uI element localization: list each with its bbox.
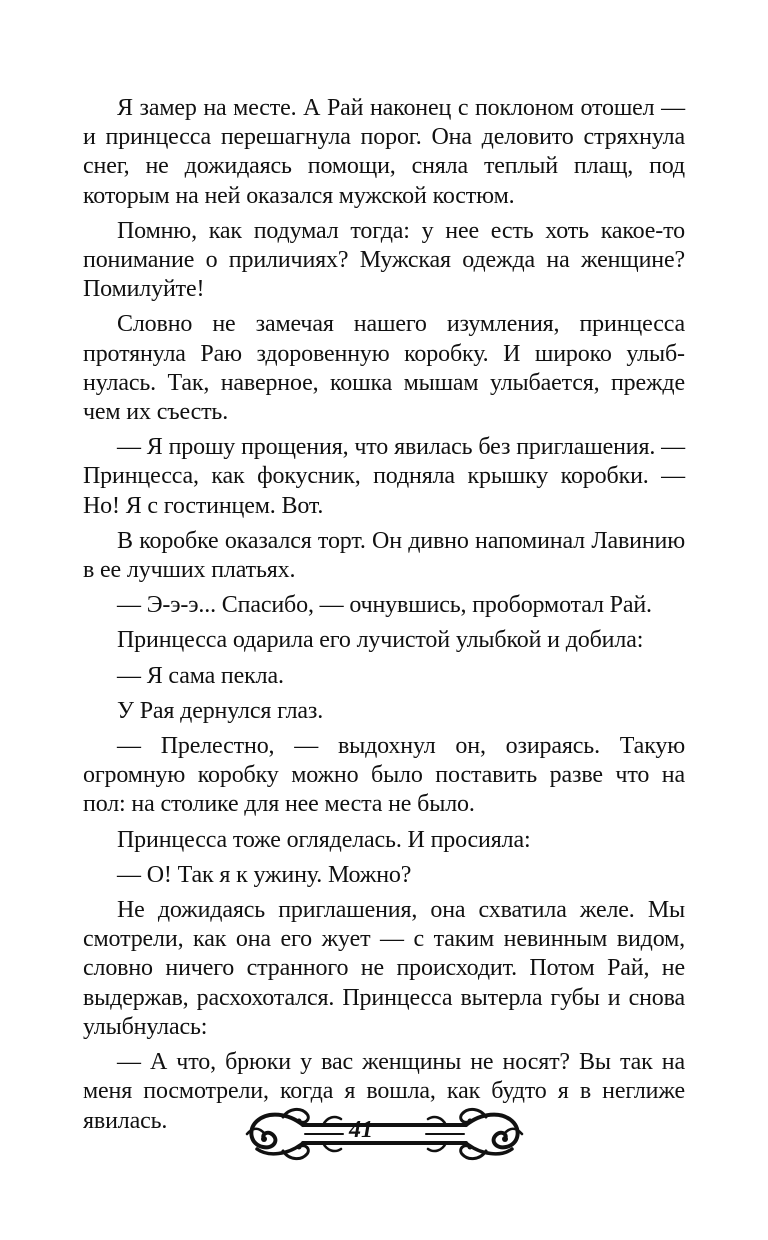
scroll-ornament-icon bbox=[243, 1103, 526, 1165]
paragraph-12: — О! Так я к ужину. Можно? bbox=[117, 861, 412, 888]
paragraph-2: Помню, как подумал тогда: у нее есть хоть какое-то понимание о приличиях? Мужская одежда на женщине? Помилуйте! bbox=[83, 217, 685, 303]
paragraph-10: — Прелестно, — выдохнул он, озираясь. Такую огромную коробку можно было поставить разве что на пол: на столике для нее места не было. bbox=[83, 733, 685, 818]
paragraph-7: Принцесса одарила его лучистой улыбкой и добила: bbox=[117, 627, 644, 654]
paragraph-11: Принцесса тоже огляделась. И просияла: bbox=[117, 826, 531, 853]
paragraph-14: — А что, брюки у вас женщины не носят? Вы так на меня посмотрели, когда я вошла, как будто я в неглиже явилась. bbox=[83, 1049, 685, 1134]
paragraph-9: У Рая дернулся глаз. bbox=[117, 697, 324, 724]
paragraph-1: Я замер на месте. А Рай наконец с поклоном отошел — и принцесса перешагнула порог. Она деловито стряхнула снег, не дожидаясь помощи, сняла теплый плащ, под которым на ней оказался мужской костюм. bbox=[83, 95, 685, 209]
paragraph-5: В коробке оказался торт. Он дивно напоминал Лавинию в ее лучших платьях. bbox=[83, 527, 685, 584]
page-number: 41 bbox=[349, 1117, 373, 1143]
paragraph-13: Не дожидаясь приглашения, она схватила желе. Мы смотрели, как она его жует — с таким невинным видом, словно ничего странного не происходит. Потом Рай, не выдержав, расхохотался. Принцесса вытерла губы и снова улыбнулась: bbox=[83, 897, 685, 1040]
paragraph-4: — Я прошу прощения, что явилась без приглашения. — Принцесса, как фокусник, подняла крышку коробки. — Но! Я с гостинцем. Вот. bbox=[83, 434, 685, 519]
paragraph-6: — Э-э-э... Спасибо, — очнувшись, пробормотал Рай. bbox=[117, 592, 652, 619]
paragraph-8: — Я сама пекла. bbox=[117, 662, 284, 689]
paragraph-3: Словно не замечая нашего изумления, принцесса протянула Раю здоровенную коробку. И широко улыбнулась. Так, наверное, кошка мышам улыбается, прежде чем их съесть. bbox=[83, 311, 685, 426]
page-body bbox=[83, 94, 685, 1142]
